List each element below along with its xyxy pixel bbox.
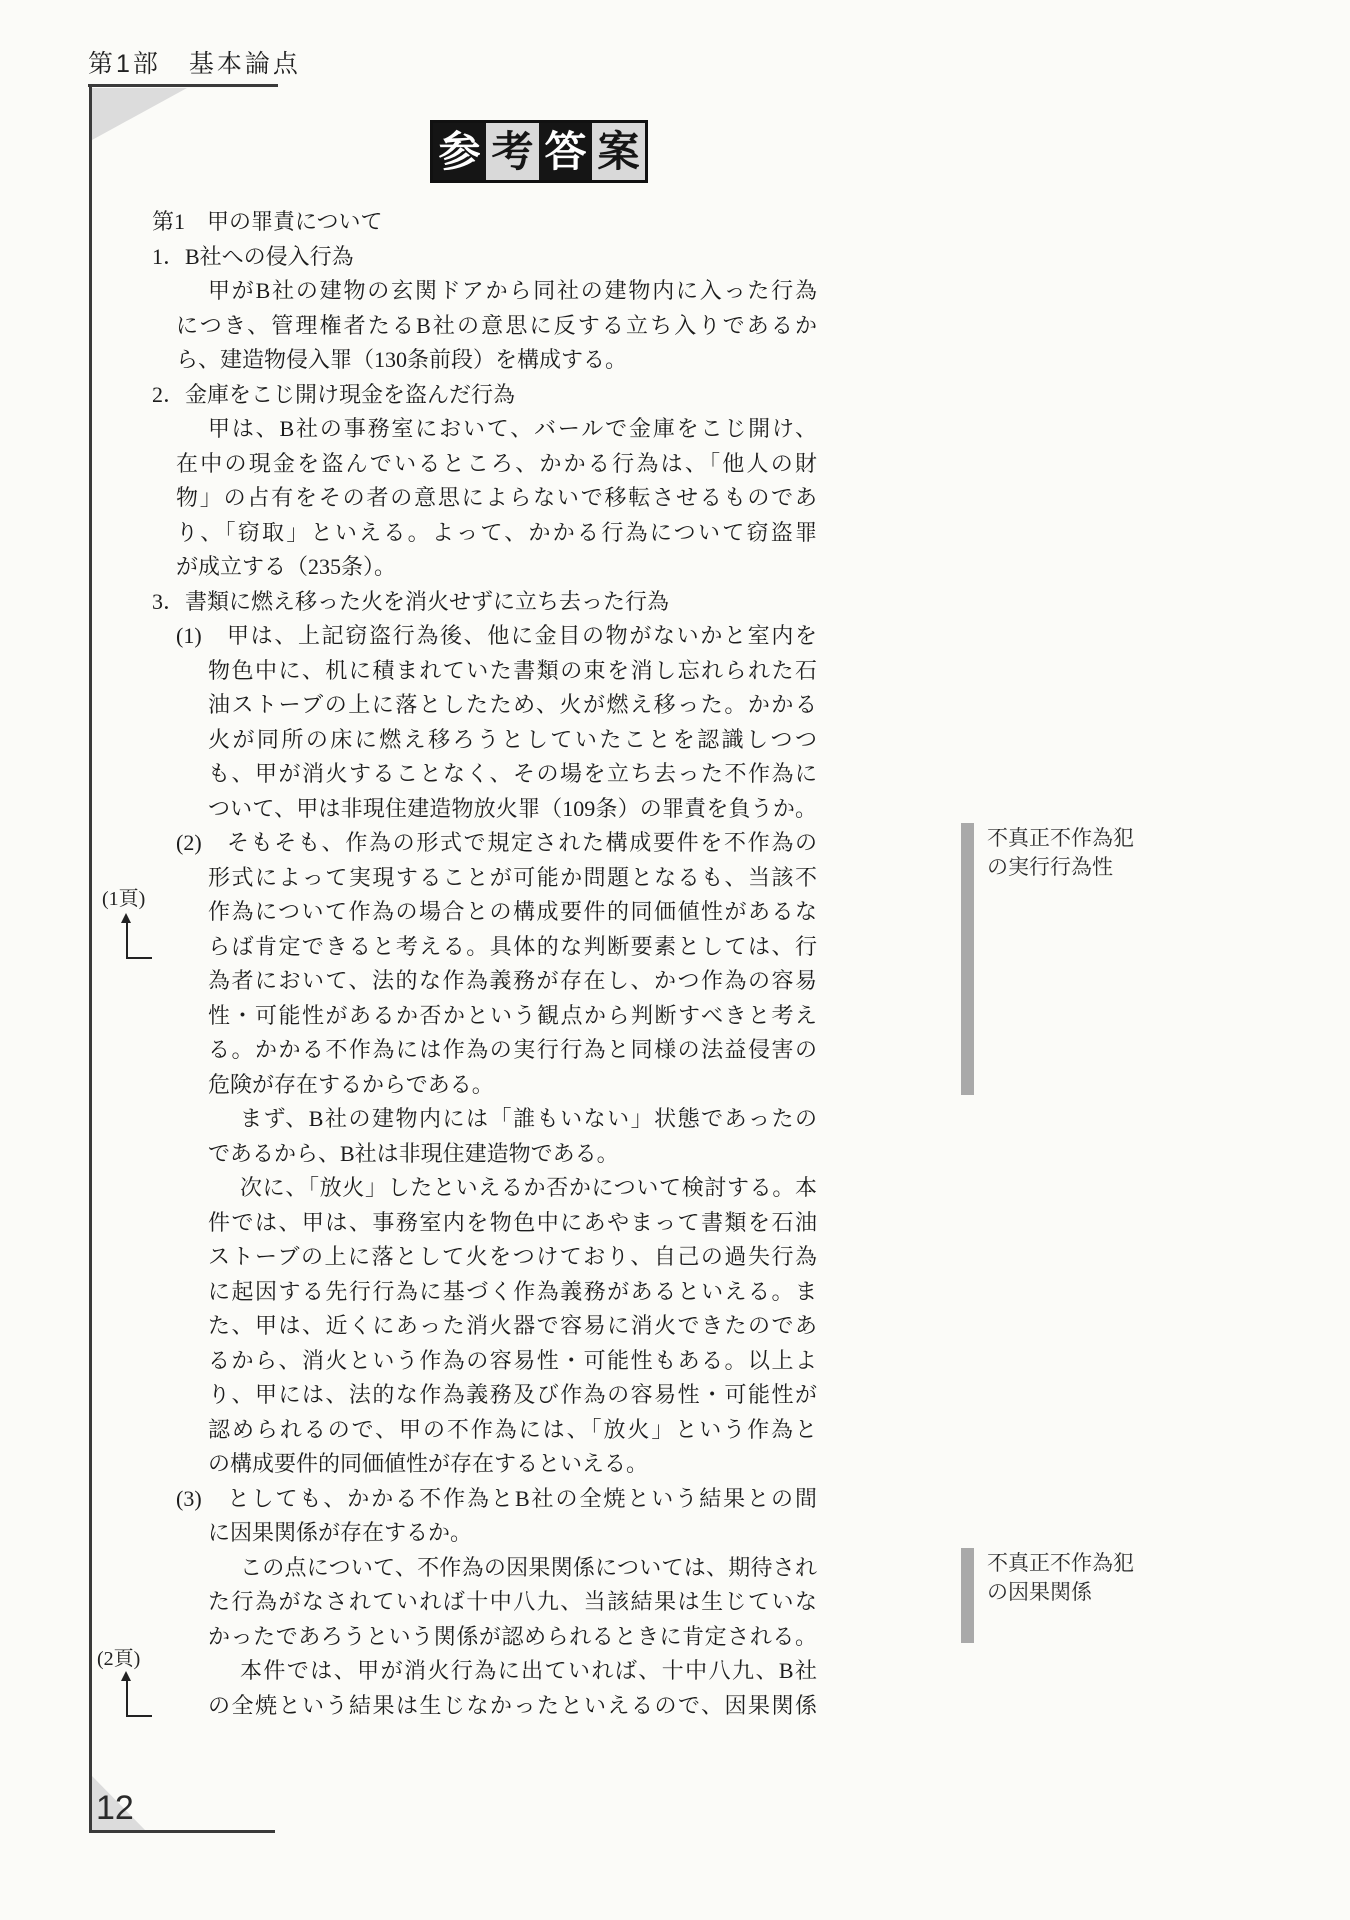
body-line: 本件では、甲が消火行為に出ていれば、十中八九、B社 xyxy=(240,1658,817,1683)
body-line: 性・可能性があるか否かという観点から判断すべきと考え xyxy=(208,1002,817,1028)
body-line: 3．書類に燃え移った火を消火せずに立ち去った行為 xyxy=(152,588,670,614)
body-line: 物色中に、机に積まれていた書類の束を消し忘れられた石 xyxy=(208,657,817,683)
body-line: (3) としても、かかる不作為とB社の全焼という結果との間 xyxy=(176,1485,817,1511)
body-line: た行為がなされていれば十中八九、当該結果は生じていな xyxy=(208,1589,817,1614)
side-note-bar xyxy=(961,1548,974,1643)
body-line: に因果関係が存在するか。 xyxy=(208,1520,473,1545)
body-line: 作為について作為の場合との構成要件的同価値性があるな xyxy=(208,899,817,924)
body-line: まず、B社の建物内には「誰もいない」状態であったの xyxy=(240,1106,817,1131)
body-line: 物」の占有をその者の意思によらないで移転させるものであ xyxy=(176,485,817,510)
body-line: 火が同所の床に燃え移ろうとしていたことを認識しつつ xyxy=(208,726,817,752)
body-text xyxy=(152,205,817,1723)
side-note-line: の因果関係 xyxy=(987,1581,1092,1604)
body-line: (2) そもそも、作為の形式で規定された構成要件を不作為の xyxy=(176,830,817,855)
body-line: この点について、不作為の因果関係については、期待され xyxy=(240,1554,817,1580)
body-line: 件では、甲は、事務室内を物色中にあやまって書類を石油 xyxy=(208,1209,817,1235)
body-line: 第1 甲の罪責について xyxy=(152,209,383,234)
page-number: 12 xyxy=(96,1789,134,1827)
body-line: の全焼という結果は生じなかったといえるので、因果関係 xyxy=(208,1692,817,1718)
side-note-line: の実行行為性 xyxy=(987,856,1113,879)
side-note-line: 不真正不作為犯 xyxy=(987,827,1134,850)
part-header: 第1部 基本論点 xyxy=(88,50,301,78)
body-line: 在中の現金を盗んでいるところ、かかる行為は、「他人の財 xyxy=(176,450,817,476)
bottom-margin-rule xyxy=(89,1830,275,1833)
body-line: り、「窃取」といえる。よって、かかる行為について窃盗罪 xyxy=(176,519,817,545)
side-note-bar xyxy=(961,823,974,1095)
body-line: 認められるので、甲の不作為には、「放火」という作為と xyxy=(208,1416,817,1442)
page-marker-arrow-icon xyxy=(126,917,152,959)
body-line: ストーブの上に落として火をつけており、自己の過失行為 xyxy=(208,1244,817,1269)
body-line: 油ストーブの上に落としたため、火が燃え移った。かかる xyxy=(208,692,817,717)
side-note-line: 不真正不作為犯 xyxy=(987,1552,1134,1575)
body-line: 甲は、B社の事務室において、バールで金庫をこじ開け、 xyxy=(208,416,817,441)
body-line: た、甲は、近くにあった消火器で容易に消火できたのであ xyxy=(208,1313,817,1338)
body-line: 1．B社への侵入行為 xyxy=(152,243,354,269)
body-line: の構成要件的同価値性が存在するといえる。 xyxy=(208,1451,649,1476)
body-line: るから、消火という作為の容易性・可能性もある。以上よ xyxy=(208,1347,817,1373)
body-line: り、甲には、法的な作為義務及び作為の容易性・可能性が xyxy=(208,1382,817,1407)
body-line: 危険が存在するからである。 xyxy=(208,1071,494,1097)
body-line: る。かかる不作為には作為の実行行為と同様の法益侵害の xyxy=(208,1037,817,1062)
body-line: であるから、B社は非現住建造物である。 xyxy=(208,1140,619,1166)
top-corner-triangle xyxy=(92,88,187,140)
body-line: 2．金庫をこじ開け現金を盗んだ行為 xyxy=(152,381,516,407)
body-line: らば肯定できると考える。具体的な判断要素としては、行 xyxy=(208,933,817,959)
left-margin-rule xyxy=(89,85,92,1833)
body-line: 次に、「放火」したといえるか否かについて検討する。本 xyxy=(240,1175,817,1200)
body-line: (1) 甲は、上記窃盗行為後、他に金目の物がないかと室内を xyxy=(176,623,817,648)
side-note xyxy=(987,1549,1207,1607)
title-char: 考 xyxy=(486,123,539,180)
page-marker-label: (1頁) xyxy=(102,888,146,910)
page-marker-label: (2頁) xyxy=(97,1648,141,1670)
body-line: に起因する先行行為に基づく作為義務があるといえる。ま xyxy=(208,1278,817,1304)
title-char: 参 xyxy=(433,123,486,180)
side-note xyxy=(987,824,1207,882)
body-line: 為者において、法的な作為義務が存在し、かつ作為の容易 xyxy=(208,968,817,993)
body-line: かったであろうという関係が認められるときに肯定される。 xyxy=(208,1623,817,1649)
header-underline-rule xyxy=(88,84,278,87)
title-char: 答 xyxy=(539,123,592,180)
title-char: 案 xyxy=(592,123,645,180)
body-line: も、甲が消火することなく、その場を立ち去った不作為に xyxy=(208,761,817,786)
body-line: につき、管理権者たるB社の意思に反する立ち入りであるか xyxy=(176,312,817,338)
page-marker-arrow-icon xyxy=(126,1675,152,1717)
reference-answer-title xyxy=(430,120,648,183)
body-line: ら、建造物侵入罪（130条前段）を構成する。 xyxy=(176,347,628,372)
body-line: 甲がB社の建物の玄関ドアから同社の建物内に入った行為 xyxy=(208,278,817,303)
body-line: 形式によって実現することが可能か問題となるも、当該不 xyxy=(208,864,817,890)
body-line: が成立する（235条）。 xyxy=(176,554,397,579)
body-line: ついて、甲は非現住建造物放火罪（109条）の罪責を負うか。 xyxy=(208,795,817,821)
